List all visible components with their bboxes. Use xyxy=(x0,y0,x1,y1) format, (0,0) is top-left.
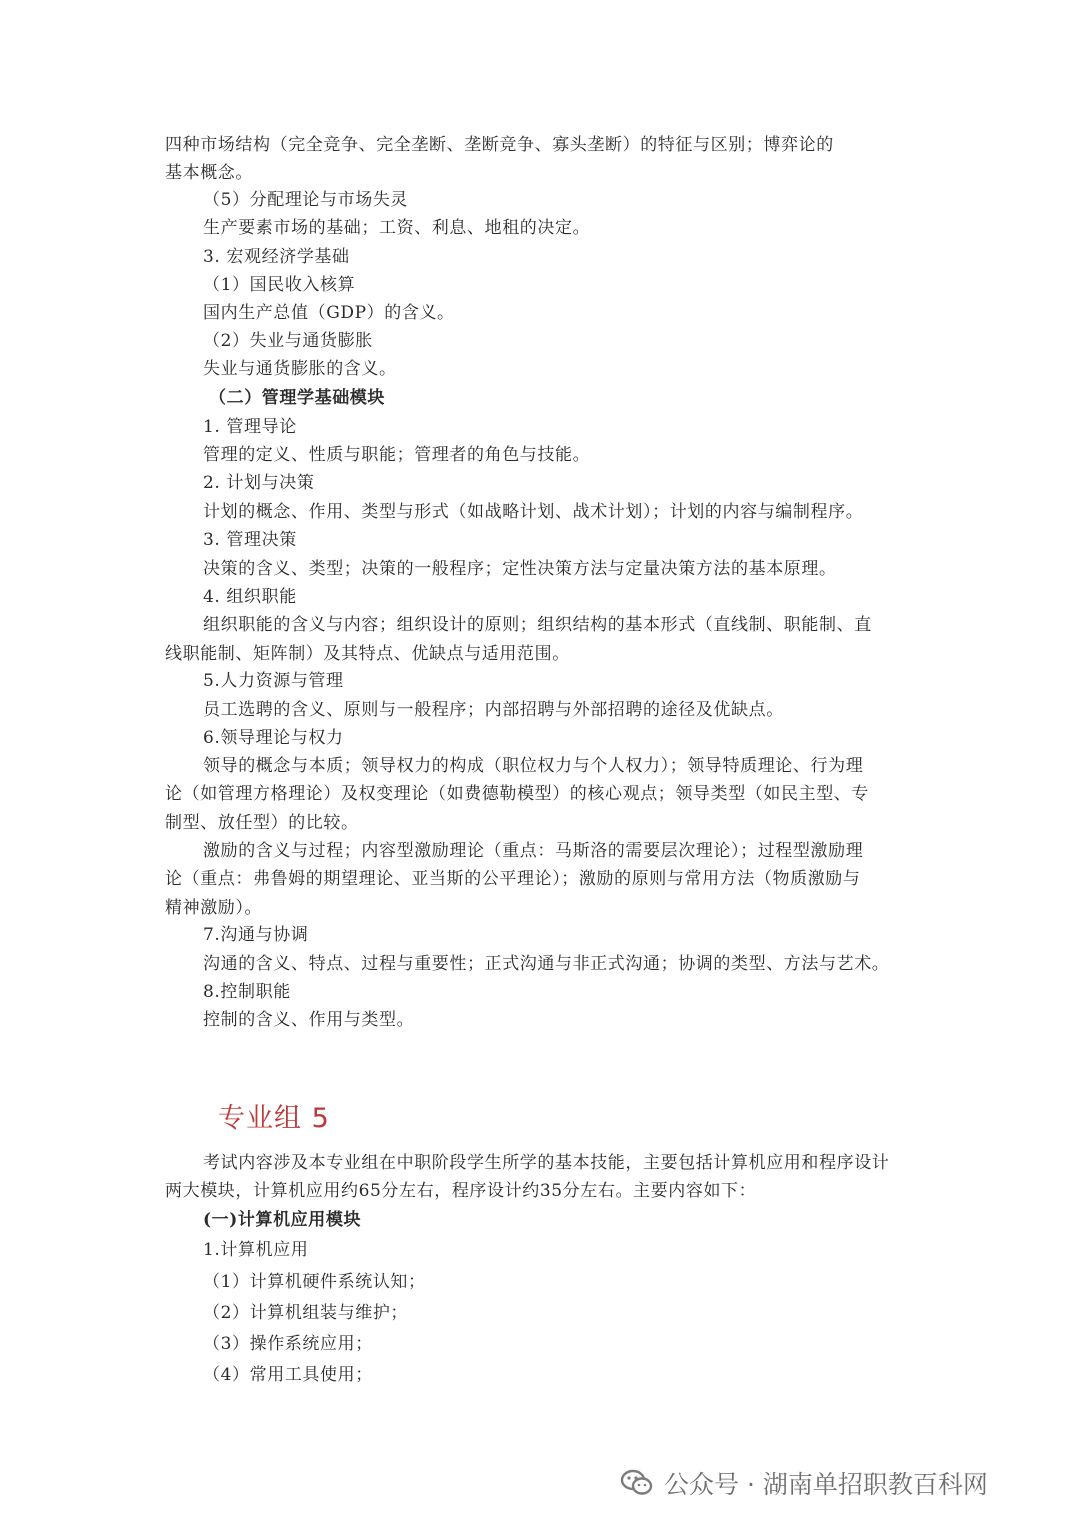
text-line: 决策的含义、类型；决策的一般程序；定性决策方法与定量决策方法的基本原理。 xyxy=(203,559,837,579)
section-title: 专业组 5 xyxy=(218,1103,330,1134)
text-line: 基本概念。 xyxy=(165,163,253,183)
text-line: 失业与通货膨胀的含义。 xyxy=(203,359,397,379)
module-heading: (一)计算机应用模块 xyxy=(203,1210,362,1230)
subsection-heading: （5）分配理论与市场失灵 xyxy=(203,190,409,210)
text-line: 四种市场结构（完全竞争、完全垄断、垄断竞争、寡头垄断）的特征与区别；博弈论的 xyxy=(165,135,834,155)
subsection-heading: （1）国民收入核算 xyxy=(203,275,356,295)
text-line: 精神激励）。 xyxy=(165,898,263,918)
watermark xyxy=(620,1463,988,1503)
text-line: 两大模块，计算机应用约65分左右，程序设计约35分左右。主要内容如下： xyxy=(165,1181,757,1201)
list-item: （4）常用工具使用； xyxy=(203,1365,373,1385)
text-line: 沟通的含义、特点、过程与重要性；正式沟通与非正式沟通；协调的类型、方法与艺术。 xyxy=(203,954,890,974)
text-line: 激励的含义与过程；内容型激励理论（重点：马斯洛的需要层次理论）；过程型激励理 xyxy=(203,841,864,861)
section-heading: 3. 宏观经济学基础 xyxy=(203,247,350,267)
text-line: 论（如管理方格理论）及权变理论（如费德勒模型）的核心观点；领导类型（如民主型、专 xyxy=(165,784,869,804)
text-line: 生产要素市场的基础；工资、利息、地租的决定。 xyxy=(203,218,591,238)
text-line: 考试内容涉及本专业组在中职阶段学生所学的基本技能，主要包括计算机应用和程序设计 xyxy=(203,1153,890,1173)
list-item: （3）操作系统应用； xyxy=(203,1334,373,1354)
text-line: 计划的概念、作用、类型与形式（如战略计划、战术计划）；计划的内容与编制程序。 xyxy=(203,502,864,522)
section-heading: 3. 管理决策 xyxy=(203,530,297,550)
section-heading: 8.控制职能 xyxy=(203,982,291,1002)
text-line: 领导的概念与本质；领导权力的构成（职位权力与个人权力）；领导特质理论、行为理 xyxy=(203,756,864,776)
section-heading: 4. 组织职能 xyxy=(203,587,297,607)
module-heading: （二）管理学基础模块 xyxy=(209,388,385,408)
subsection-heading: （2）失业与通货膨胀 xyxy=(203,331,373,351)
section-heading: 6.领导理论与权力 xyxy=(203,728,344,748)
section-heading: 1. 管理导论 xyxy=(203,417,297,437)
text-line: 论（重点：弗鲁姆的期望理论、亚当斯的公平理论）；激励的原则与常用方法（物质激励与 xyxy=(165,869,861,889)
text-line: 管理的定义、性质与职能；管理者的角色与技能。 xyxy=(203,445,591,465)
text-line: 国内生产总值（GDP）的含义。 xyxy=(203,303,455,323)
text-line: 控制的含义、作用与类型。 xyxy=(203,1010,415,1030)
list-item: （2）计算机组装与维护； xyxy=(203,1303,409,1323)
section-heading: 7.沟通与协调 xyxy=(203,925,309,945)
section-heading: 5.人力资源与管理 xyxy=(203,671,344,691)
list-item: （1）计算机硬件系统认知； xyxy=(203,1272,426,1292)
text-line: 员工选聘的含义、原则与一般程序；内部招聘与外部招聘的途径及优缺点。 xyxy=(203,700,784,720)
text-line: 线职能制、矩阵制）及其特点、优缺点与适用范围。 xyxy=(165,644,570,664)
text-line: 制型、放任型）的比较。 xyxy=(165,813,359,833)
wechat-icon xyxy=(620,1468,654,1498)
text-line: 组织职能的含义与内容；组织设计的原则；组织结构的基本形式（直线制、职能制、直 xyxy=(203,615,872,635)
watermark-text: 公众号 · 湖南单招职教百科网 xyxy=(664,1470,988,1499)
section-heading: 1.计算机应用 xyxy=(203,1240,309,1260)
section-heading: 2. 计划与决策 xyxy=(203,473,315,493)
